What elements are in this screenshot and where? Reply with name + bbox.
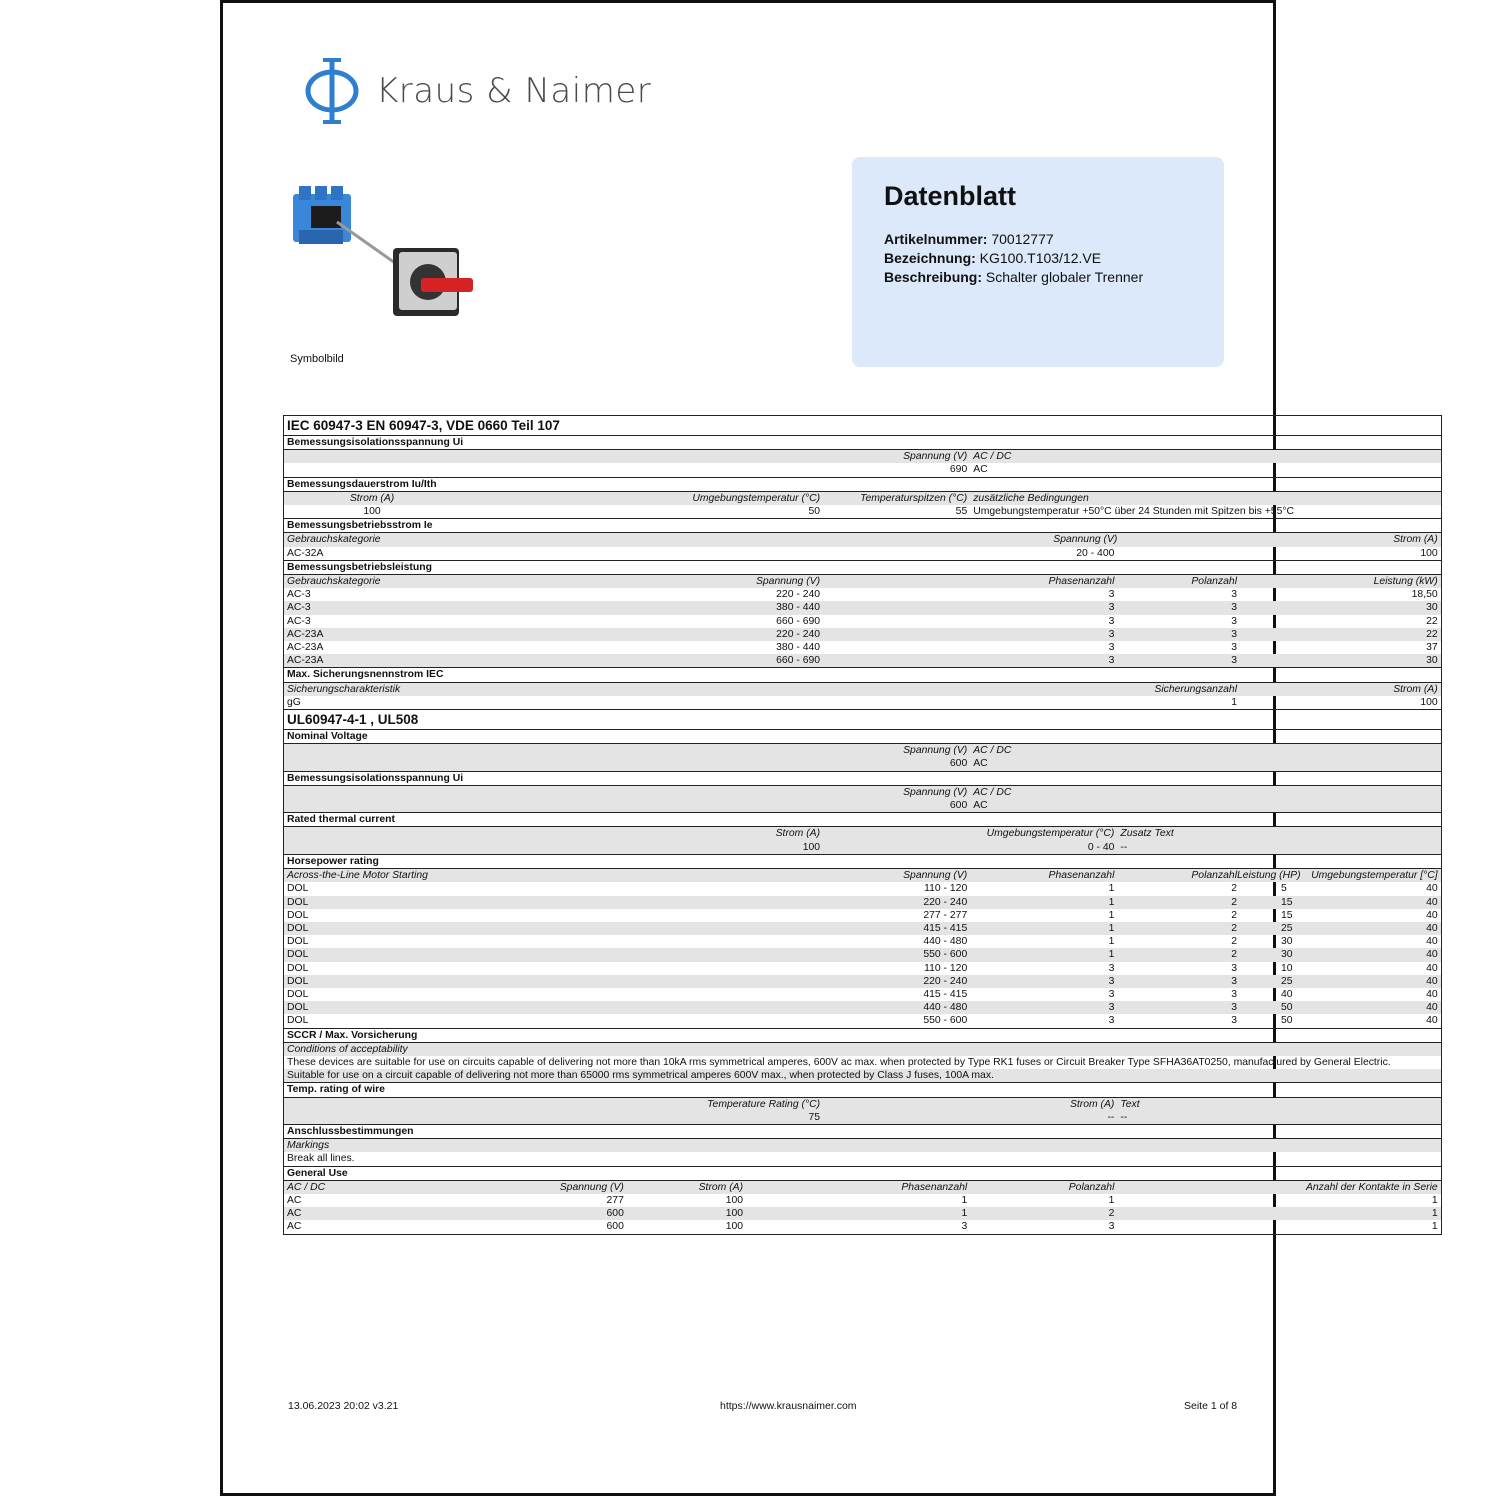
table-header: Across-the-Line Motor Starting Spannung (V) Phasenanzahl Polanzahl Leistung (HP) Umgebungstemperatur [°C] — [284, 869, 1442, 883]
description-row: Beschreibung: Schalter globaler Trenner — [884, 269, 1144, 285]
table-cell: 440 - 480 — [823, 1001, 970, 1014]
table-cell: AC — [284, 1207, 461, 1220]
table-cell — [1240, 988, 1441, 1001]
table-cell: 380 - 440 — [627, 601, 823, 614]
footer-date: 13.06.2023 20:02 v3.21 — [288, 1400, 399, 1412]
table-cell: 3 — [1117, 654, 1240, 668]
ambient-temp-value: 40 — [1426, 975, 1438, 987]
table-cell: 3 — [1231, 1015, 1238, 1027]
hp-value: 50 — [1281, 1002, 1293, 1014]
ambient-temp-value: 40 — [1426, 1002, 1438, 1014]
brand-logo — [302, 56, 651, 126]
table-cell: 100 — [627, 1207, 823, 1220]
table-row: 75 -- -- — [284, 1111, 1442, 1125]
ambient-temp-value: 40 — [1426, 988, 1438, 1000]
table-header: Spannung (V) AC / DC — [284, 450, 1442, 464]
table-cell: AC-3 — [284, 601, 627, 614]
table-cell: AC — [287, 1221, 302, 1233]
table-cell: 1 — [1431, 1221, 1438, 1233]
table-header: Strom (A) Umgebungstemperatur (°C) Zusatz Text — [284, 827, 1442, 841]
table-cell: 2 — [970, 1207, 1117, 1220]
table-cell: AC-23A — [284, 654, 627, 668]
table-cell: DOL — [284, 922, 824, 935]
table-cell: 18,50 — [1411, 589, 1438, 601]
table-cell: 110 - 120 — [924, 962, 968, 974]
section-title: Bemessungsdauerstrom Iu/Ith — [284, 477, 1442, 491]
table-row — [284, 1194, 1442, 1207]
table-cell: DOL — [287, 1015, 309, 1027]
table-row — [284, 1207, 1442, 1220]
hp-value: 30 — [1281, 949, 1293, 961]
table-row: These devices are suitable for use on circuits capable of delivering not more than 10kA rms symmetrical amperes, 600V ac max. when protected by Type RK1 fuses or Circuit Breaker Type SFHA36AT0250, manufactured by General Electric. — [287, 1056, 1391, 1068]
phi-logo-icon — [302, 56, 362, 126]
table-cell: 3 — [970, 975, 1117, 988]
table-row — [284, 628, 1442, 641]
table-cell: 415 - 415 — [823, 922, 970, 935]
table-header: Markings — [284, 1139, 1442, 1153]
table-cell: 1 — [970, 896, 1117, 909]
table-cell: 277 - 277 — [923, 909, 968, 921]
hp-value: 10 — [1281, 962, 1293, 974]
table-cell: 2 — [1117, 896, 1240, 909]
table-cell: 1 — [1108, 883, 1115, 895]
table-cell: 22 — [1240, 628, 1441, 641]
image-caption: Symbolbild — [290, 353, 344, 365]
table-cell — [1240, 909, 1441, 922]
table-row — [284, 1001, 1442, 1014]
table-cell: 3 — [1108, 1221, 1115, 1233]
table-cell: 2 — [1231, 909, 1238, 921]
table-cell — [1240, 935, 1441, 948]
section-title: SCCR / Max. Vorsicherung — [284, 1028, 1442, 1042]
table-row: gG 1 100 — [287, 696, 1438, 708]
table-cell: 3 — [1108, 962, 1115, 974]
table-cell: 3 — [1117, 975, 1240, 988]
table-cell: 1 — [1108, 936, 1115, 948]
table-cell: 2 — [1117, 948, 1240, 961]
table-cell: 1 — [1431, 1194, 1438, 1206]
section-title: Max. Sicherungsnennstrom IEC — [284, 668, 1442, 682]
table-row — [284, 896, 1442, 909]
table-row — [284, 641, 1442, 654]
section-title: Horsepower rating — [284, 854, 1442, 868]
table-cell: AC-23A — [284, 628, 627, 641]
table-cell: 3 — [1117, 601, 1240, 614]
spec-table — [283, 415, 1442, 1235]
table-row — [284, 601, 1442, 614]
section-title: Bemessungsisolationsspannung Ui — [284, 771, 1442, 785]
table-cell: DOL — [287, 936, 309, 948]
ambient-temp-value: 40 — [1426, 922, 1438, 934]
table-cell: 220 - 240 — [776, 589, 821, 601]
table-row — [284, 988, 1442, 1001]
iec-heading: IEC 60947-3 EN 60947-3, VDE 0660 Teil 107 — [284, 416, 1442, 436]
table-row: 100 50 55 Umgebungstemperatur +50°C über 24 Stunden mit Spitzen bis +55°C — [363, 506, 1295, 518]
table-cell: 3 — [823, 601, 1117, 614]
table-row — [284, 935, 1442, 948]
hp-value: 15 — [1281, 909, 1293, 921]
table-cell: 1 — [823, 1207, 970, 1220]
table-cell: 1 — [1108, 1194, 1115, 1206]
table-row: 600 AC — [284, 799, 1442, 813]
table-cell: AC-23A — [287, 642, 324, 654]
table-header: Temperature Rating (°C) Strom (A) Text — [284, 1097, 1442, 1111]
info-box — [852, 157, 1224, 367]
table-cell — [1240, 975, 1441, 988]
section-title: Bemessungsbetriebsleistung — [284, 560, 1442, 574]
ambient-temp-value: 40 — [1426, 909, 1438, 921]
hp-value: 15 — [1281, 896, 1293, 908]
table-row: 690 AC — [949, 464, 988, 476]
table-cell: 3 — [1231, 642, 1238, 654]
table-cell: 440 - 480 — [923, 936, 968, 948]
table-cell: 22 — [1426, 615, 1438, 627]
table-cell: 3 — [961, 1221, 968, 1233]
table-row — [284, 948, 1442, 961]
table-cell: 30 — [1240, 601, 1441, 614]
table-row: 600 AC — [284, 757, 1442, 771]
table-header: Strom (A) Umgebungstemperatur (°C) Temperaturspitzen (°C) zusätzliche Bedingungen — [284, 491, 1442, 505]
ul-heading: UL60947-4-1 , UL508 — [284, 710, 1442, 730]
section-title: Anschlussbestimmungen — [284, 1124, 1442, 1138]
ambient-temp-value: 40 — [1426, 896, 1438, 908]
section-title: Rated thermal current — [284, 813, 1442, 827]
table-row: Suitable for use on a circuit capable of delivering not more than 65000 rms symmetrical amperes 600V max., when protected by Class J fuses, 100A max. — [284, 1069, 1442, 1083]
table-cell: 277 — [606, 1194, 624, 1206]
table-header: Spannung (V) AC / DC — [284, 744, 1442, 758]
table-row — [284, 922, 1442, 935]
table-row — [284, 588, 1442, 601]
table-header: Conditions of acceptability — [284, 1042, 1442, 1056]
ambient-temp-value: 40 — [1426, 1015, 1438, 1027]
brand-name: Kraus & Naimer — [376, 71, 652, 111]
table-cell: DOL — [284, 948, 824, 961]
table-cell: 3 — [1231, 962, 1238, 974]
table-cell: 30 — [1240, 654, 1441, 668]
table-cell: 3 — [1108, 589, 1115, 601]
table-cell — [1240, 882, 1441, 895]
table-row — [284, 962, 1442, 975]
table-cell: 2 — [1117, 922, 1240, 935]
page-title: Datenblatt — [884, 181, 1017, 211]
table-header: Sicherungscharakteristik Sicherungsanzahl Strom (A) — [284, 682, 1442, 696]
table-cell: 550 - 600 — [823, 948, 970, 961]
article-row: Artikelnummer: 70012777 — [884, 231, 1054, 247]
hp-value: 50 — [1281, 1015, 1293, 1027]
table-cell: 415 - 415 — [923, 988, 968, 1000]
product-image — [285, 180, 480, 325]
table-cell: 3 — [1231, 589, 1238, 601]
table-cell: 1 — [970, 948, 1117, 961]
table-cell: 100 — [725, 1221, 744, 1233]
table-cell: 1 — [970, 922, 1117, 935]
table-row — [284, 975, 1442, 988]
table-cell: 3 — [1108, 1015, 1115, 1027]
table-cell: 3 — [970, 1001, 1117, 1014]
hp-value: 25 — [1281, 975, 1293, 987]
table-row — [284, 1014, 1442, 1028]
section-title: General Use — [284, 1166, 1442, 1180]
footer-url[interactable]: https://www.krausnaimer.com — [720, 1400, 857, 1412]
table-row: Break all lines. — [287, 1153, 355, 1165]
table-cell: DOL — [287, 883, 309, 895]
ambient-temp-value: 40 — [1426, 936, 1438, 948]
table-cell: 220 - 240 — [823, 896, 970, 909]
table-cell: AC-3 — [287, 589, 311, 601]
section-title: Nominal Voltage — [284, 730, 1442, 744]
table-cell: AC-3 — [287, 615, 311, 627]
ambient-temp-value: 40 — [1426, 883, 1438, 895]
table-cell: 2 — [1231, 883, 1238, 895]
hp-value: 40 — [1281, 988, 1293, 1000]
table-cell: 3 — [1231, 988, 1238, 1000]
table-cell: 380 - 440 — [776, 642, 821, 654]
table-cell — [1240, 1014, 1441, 1028]
hp-value: 5 — [1281, 883, 1287, 895]
table-cell: 3 — [1117, 628, 1240, 641]
table-cell: 1 — [961, 1194, 968, 1206]
table-cell: 3 — [1117, 1001, 1240, 1014]
table-cell: 37 — [1426, 642, 1438, 654]
designation-row: Bezeichnung: KG100.T103/12.VE — [884, 250, 1102, 266]
table-cell: 3 — [1108, 988, 1115, 1000]
table-cell: 660 - 690 — [776, 615, 821, 627]
section-title: Temp. rating of wire — [284, 1083, 1442, 1097]
table-cell: 600 — [606, 1221, 624, 1233]
table-header: Gebrauchskategorie Spannung (V) Phasenanzahl Polanzahl Leistung (kW) — [284, 575, 1442, 589]
table-cell: 110 - 120 — [924, 883, 968, 895]
table-header: Spannung (V) AC / DC — [284, 785, 1442, 799]
table-cell — [1240, 962, 1441, 975]
table-row — [284, 882, 1442, 895]
table-cell: AC — [287, 1194, 302, 1206]
ambient-temp-value: 40 — [1426, 962, 1438, 974]
table-cell: DOL — [287, 909, 309, 921]
table-cell: 3 — [1108, 615, 1115, 627]
table-cell: 3 — [823, 654, 1117, 668]
table-cell: 1 — [1108, 909, 1115, 921]
table-cell: 660 - 690 — [627, 654, 823, 668]
section-title: Bemessungsisolationsspannung Ui — [284, 436, 1442, 450]
table-cell: 3 — [823, 628, 1117, 641]
table-cell — [1240, 948, 1441, 961]
ambient-temp-value: 40 — [1426, 949, 1438, 961]
table-row — [284, 654, 1442, 668]
table-header: Gebrauchskategorie Spannung (V) Strom (A) — [284, 533, 1442, 547]
table-cell: 1 — [1117, 1207, 1441, 1220]
table-row — [284, 1220, 1442, 1234]
table-row: AC-32A 20 - 400 100 — [287, 547, 1438, 559]
table-cell: 3 — [1231, 615, 1238, 627]
table-cell: 600 — [460, 1207, 627, 1220]
table-row: 100 0 - 40 -- — [284, 841, 1442, 855]
table-cell: 220 - 240 — [627, 628, 823, 641]
table-cell — [1240, 1001, 1441, 1014]
table-cell: DOL — [287, 962, 309, 974]
hp-value: 25 — [1281, 922, 1293, 934]
hp-value: 30 — [1281, 936, 1293, 948]
table-cell: DOL — [284, 975, 824, 988]
table-cell: 220 - 240 — [823, 975, 970, 988]
table-header: AC / DC Spannung (V) Strom (A) Phasenanzahl Polanzahl Anzahl der Kontakte in Serie — [284, 1180, 1442, 1194]
table-cell: 550 - 600 — [923, 1015, 968, 1027]
table-cell: DOL — [284, 896, 824, 909]
table-cell: 100 — [725, 1194, 744, 1206]
table-row — [284, 615, 1442, 628]
section-title: Bemessungsbetriebsstrom Ie — [284, 519, 1442, 533]
table-cell: 2 — [1231, 936, 1238, 948]
footer-page: Seite 1 of 8 — [1184, 1400, 1238, 1412]
table-row — [284, 909, 1442, 922]
table-cell: 3 — [1108, 642, 1115, 654]
table-cell: DOL — [287, 988, 309, 1000]
table-cell — [1240, 896, 1441, 909]
table-cell: DOL — [284, 1001, 824, 1014]
table-cell — [1240, 922, 1441, 935]
